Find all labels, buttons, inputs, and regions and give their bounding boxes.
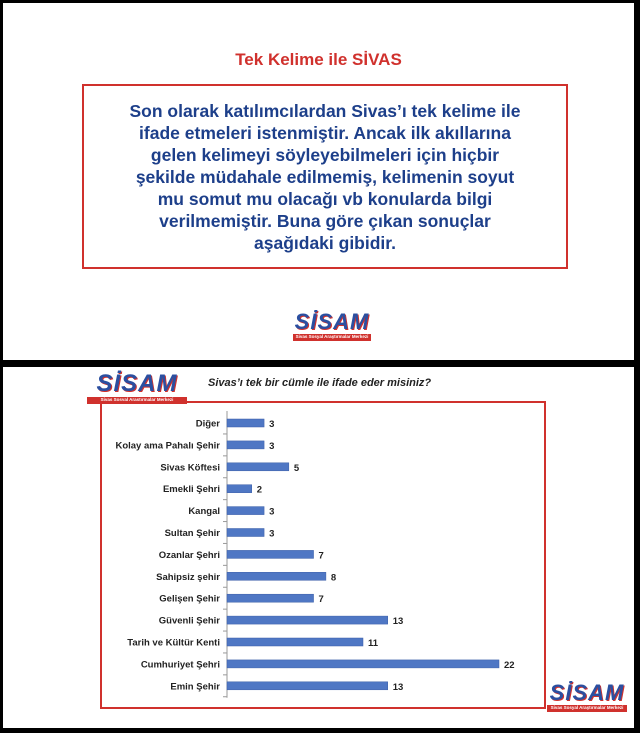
logo-text: SİSAM [294, 309, 370, 334]
data-label: 11 [368, 638, 379, 649]
description-line: şekilde müdahale edilmemiş, kelimenin soyut [135, 166, 515, 187]
chart-frame [100, 401, 546, 709]
bar [227, 550, 314, 558]
bar [227, 660, 499, 668]
data-label: 2 [256, 484, 263, 496]
category-label: Emin Şehir [170, 681, 220, 693]
data-label: 3 [269, 506, 275, 518]
sisam-logo [293, 311, 371, 341]
slide-title: Tek Kelime ile SİVAS [235, 50, 402, 69]
category-label: Ozanlar Şehri [158, 549, 220, 561]
description-line: mu somut mu olacağı vb konularda bilgi [157, 188, 493, 209]
bar [227, 594, 314, 602]
category-label: Güvenli Şehir [158, 615, 220, 627]
sisam-logo [87, 372, 187, 404]
bar [227, 441, 264, 449]
data-label: 3 [269, 419, 275, 430]
description-line: aşağıdaki gibidir. [254, 232, 396, 253]
description-line: Son olarak katılımcılardan Sivas’ı tek kelime ile [129, 100, 521, 121]
category-label: Sultan Şehir [164, 528, 220, 539]
logo-subtext: Sivas Sosyal Araştırmalar Merkezi [87, 397, 187, 404]
logo-subtext: Sivas Sosyal Araştırmalar Merkezi [293, 334, 371, 341]
bar [227, 507, 264, 515]
description-line: verilmemiştir. Buna göre çıkan sonuçlar [159, 210, 491, 231]
bar [227, 616, 388, 624]
data-label: 13 [392, 616, 404, 628]
category-label: Kangal [188, 506, 220, 518]
data-label: 13 [392, 681, 404, 693]
slide-intro [3, 3, 634, 360]
sisam-logo [547, 682, 627, 712]
data-label: 3 [269, 528, 275, 540]
category-label: Gelişen Şehir [159, 593, 220, 605]
logo-subtext: Sivas Sosyal Araştırmalar Merkezi [547, 705, 627, 712]
category-label: Kolay ama Pahalı Şehir [115, 440, 220, 452]
bar-chart [102, 403, 544, 707]
category-label: Sahipsiz şehir [156, 571, 220, 583]
data-label: 22 [504, 659, 515, 671]
description-box [82, 84, 568, 269]
bar [227, 638, 363, 646]
slide-chart [3, 367, 634, 728]
category-label: Diğer [195, 418, 220, 430]
chart-title: Sivas’ı tek bir cümle ile ifade eder misiniz? [208, 377, 432, 389]
logo-text: SİSAM [96, 370, 178, 397]
data-label: 7 [318, 550, 324, 562]
bar [227, 419, 264, 427]
bar [227, 485, 252, 493]
logo-text: SİSAM [549, 680, 625, 705]
description-line: gelen kelimeyi söyleyebilmeleri için hiçbir [150, 144, 500, 165]
bar [227, 682, 388, 690]
category-label: Tarih ve Kültür Kenti [127, 637, 220, 649]
bar [227, 572, 326, 580]
data-label: 8 [330, 572, 337, 584]
category-label: Cumhuriyet Şehri [140, 659, 220, 671]
data-label: 5 [293, 462, 300, 474]
category-label: Sivas Köftesi [160, 462, 220, 474]
category-label: Emekli Şehri [162, 484, 220, 496]
data-label: 7 [318, 594, 324, 606]
bar [227, 529, 264, 537]
bar [227, 463, 289, 471]
data-label: 3 [269, 440, 275, 452]
description-line: ifade etmeleri istenmiştir. Ancak ilk akıllarına [139, 122, 511, 143]
